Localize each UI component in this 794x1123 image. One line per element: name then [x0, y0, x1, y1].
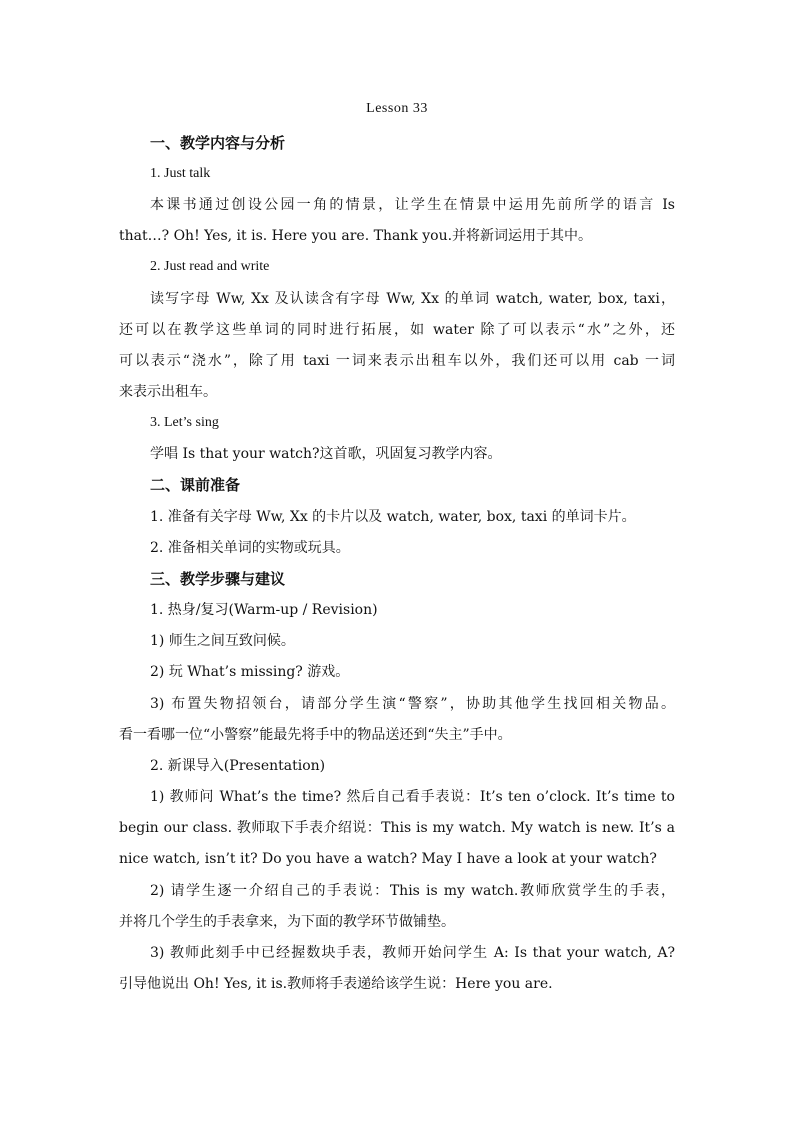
lesson-title: Lesson 33	[366, 101, 428, 116]
list-item: 2) 玩 What’s missing? 游戏。	[150, 664, 350, 680]
list-item: 3) 布置失物招领台，请部分学生演“警察”，协助其他学生找回相关物品。	[150, 696, 675, 712]
list-item: 2) 请学生逐一介绍自己的手表说：This is my watch.教师欣赏学生的手表，	[150, 883, 675, 899]
list-item: 1. 准备有关字母 Ww, Xx 的卡片以及 watch, water, box, taxi 的单词卡片。	[150, 509, 636, 525]
paragraph-line: 本课书通过创设公园一角的情景，让学生在情景中运用先前所学的语言 Is	[150, 197, 675, 213]
paragraph-line: 看一看哪一位“小警察”能最先将手中的物品送还到“失主”手中。	[119, 727, 512, 743]
paragraph-line: 学唱 Is that your watch?这首歌，巩固复习教学内容。	[150, 446, 502, 462]
paragraph-line: 读写字母 Ww, Xx 及认读含有字母 Ww, Xx 的单词 watch, water, box, taxi，	[150, 291, 675, 307]
section-heading-preparation: 二、课前准备	[150, 476, 241, 494]
paragraph-line: 并将几个学生的手表拿来，为下面的教学环节做铺垫。	[119, 914, 455, 930]
subheading-read-write: 2. Just read and write	[150, 259, 270, 274]
subheading-just-talk: 1. Just talk	[150, 166, 211, 181]
subheading-lets-sing: 3. Let’s sing	[150, 415, 219, 430]
step-heading-presentation: 2. 新课导入(Presentation)	[150, 758, 326, 774]
list-item: 1) 师生之间互致问候。	[150, 633, 295, 649]
list-item: 2. 准备相关单词的实物或玩具。	[150, 540, 350, 556]
paragraph-line: nice watch, isn’t it? Do you have a watch? May I have a look at your watch?	[119, 851, 657, 867]
list-item: 3) 教师此刻手中已经握数块手表，教师开始问学生 A: Is that your watch, A?	[150, 945, 675, 961]
paragraph-line: begin our class. 教师取下手表介绍说：This is my watch. My watch is new. It’s a	[119, 820, 675, 836]
section-heading-steps: 三、教学步骤与建议	[150, 570, 286, 588]
section-heading-content-analysis: 一、教学内容与分析	[150, 134, 286, 152]
paragraph-line: 引导他说出 Oh! Yes, it is.教师将手表递给该学生说：Here you are.	[119, 976, 553, 992]
paragraph-line: 可以表示“浇水”，除了用 taxi 一词来表示出租车以外，我们还可以用 cab 一词	[119, 353, 675, 369]
paragraph-line: that…? Oh! Yes, it is. Here you are. Thank you.并将新词运用于其中。	[119, 228, 593, 244]
paragraph-line: 还可以在教学这些单词的同时进行拓展，如 water 除了可以表示“水”之外，还	[119, 322, 675, 338]
list-item: 1) 教师问 What’s the time? 然后自己看手表说：It’s ten o’clock. It’s time to	[150, 789, 675, 805]
paragraph-line: 来表示出租车。	[119, 384, 217, 400]
step-heading-warmup: 1. 热身/复习(Warm-up / Revision)	[150, 602, 378, 618]
